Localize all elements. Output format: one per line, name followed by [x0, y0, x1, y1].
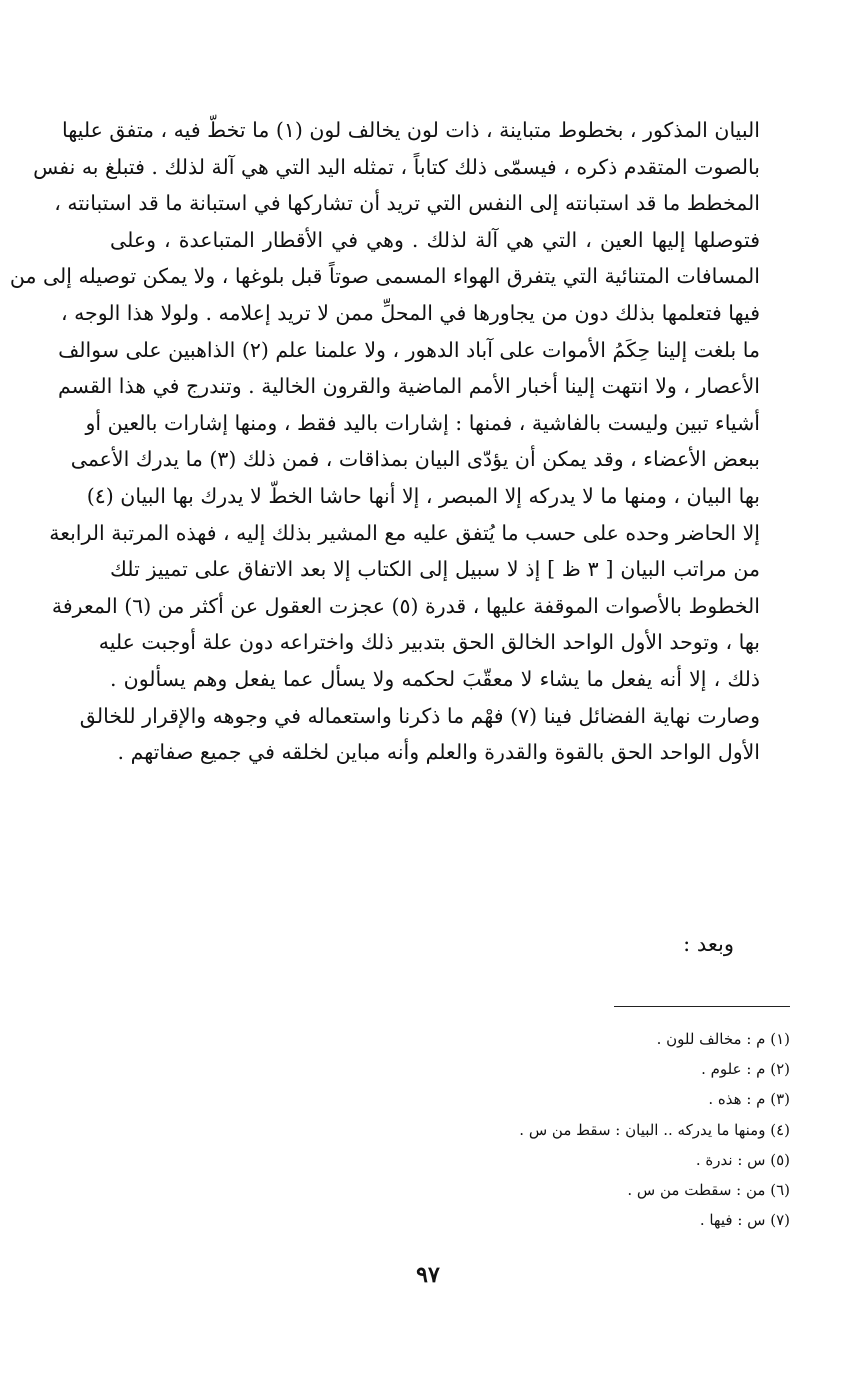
- text-line-12: إلا الحاضر وحده على حسب ما يُتفق عليه مع المشير بذلك إليه ، فهذه المرتبة الرابعة: [49, 520, 760, 545]
- footnote-6: (٦) من : سقطت من س .: [627, 1180, 790, 1199]
- text-line-17: وصارت نهاية الفضائل فينا (٧) فهْم ما ذكرنا واستعماله في وجوهه والإقرار للخالق: [79, 703, 760, 728]
- footnote-divider: [614, 1006, 790, 1007]
- text-line-14: الخطوط بالأصوات الموقفة عليها ، قدرة (٥) عجزت العقول عن أكثر من (٦) المعرفة: [51, 593, 760, 618]
- text-line-3: المخطط ما قد استبانته إلى النفس التي تريد أن تشاركها في استبانة ما قد استبانته ،: [54, 191, 760, 216]
- page-number: ٩٧: [416, 1262, 440, 1288]
- text-line-7: ما بلغت إلينا حِكَمُ الأموات على آباد الدهور ، ولا علمنا علم (٢) الذاهبين على سوالف: [58, 337, 760, 362]
- footnote-3: (٣) م : هذه .: [708, 1090, 790, 1109]
- text-line-4: فتوصلها إليها العين ، التي هي آلة لذلك . وهي في الأقطار المتباعدة ، وعلى: [110, 227, 760, 252]
- text-line-18: الأول الواحد الحق بالقوة والقدرة والعلم وأنه مباين لخلقه في جميع صفاتهم .: [117, 740, 760, 765]
- main-text: [9, 112, 760, 771]
- footnotes: [290, 1024, 790, 1235]
- text-line-9: أشياء تبين وليست بالفاشية ، فمنها : إشارات باليد فقط ، ومنها إشارات بالعين أو: [85, 410, 760, 435]
- text-line-10: ببعض الأعضاء ، وقد يمكن أن يؤدّى البيان بمذاقات ، فمن ذلك (٣) ما يدرك الأعمى: [70, 447, 760, 472]
- footnote-4: (٤) ومنها ما يدركه .. البيان : سقط من س .: [519, 1120, 790, 1139]
- footnote-2: (٢) م : علوم .: [701, 1060, 790, 1079]
- text-line-16: ذلك ، إلا أنه يفعل ما يشاء لا معقّبَ لحكمه ولا يسأل عما يفعل وهم يسألون .: [110, 666, 760, 691]
- section-heading: وبعد :: [683, 932, 734, 956]
- text-line-2: بالصوت المتقدم ذكره ، فيسمّى ذلك كتاباً ، تمثله اليد التي هي آلة لذلك . فتبلغ به نفس: [33, 154, 760, 179]
- footnote-7: (٧) س : فيها .: [699, 1211, 790, 1230]
- text-line-15: بها ، وتوحد الأول الواحد الخالق الحق بتدبير ذلك واختراعه دون علة أوجبت عليه: [98, 630, 760, 655]
- text-line-5: المسافات المتنائية التي يتفرق الهواء المسمى صوتاً قبل بلوغها ، ولا يمكن توصيله إلى من: [9, 264, 760, 289]
- text-line-8: الأعصار ، ولا انتهت إلينا أخبار الأمم الماضية والقرون الخالية . وتندرج في هذا القسم: [58, 374, 760, 399]
- text-line-6: فيها فتعلمها بذلك دون من يجاورها في المحلِّ ممن لا تريد إعلامه . ولولا هذا الوجه ،: [60, 300, 760, 325]
- text-line-11: بها البيان ، ومنها ما لا يدركه إلا المبصر ، إلا أنها حاشا الخطّ لا يدرك بها البيان (٤): [86, 483, 760, 508]
- footnote-1: (١) م : مخالف للون .: [656, 1030, 790, 1048]
- footnote-5: (٥) س : ندرة .: [695, 1150, 790, 1169]
- text-line-13: من مراتب البيان [ ٣ ظ ] إذ لا سبيل إلى الكتاب إلا بعد الاتفاق على تمييز تلك: [110, 557, 760, 582]
- text-line-1: البيان المذكور ، بخطوط متباينة ، ذات لون يخالف لون (١) ما تخطّ فيه ، متفق عليها: [61, 118, 760, 142]
